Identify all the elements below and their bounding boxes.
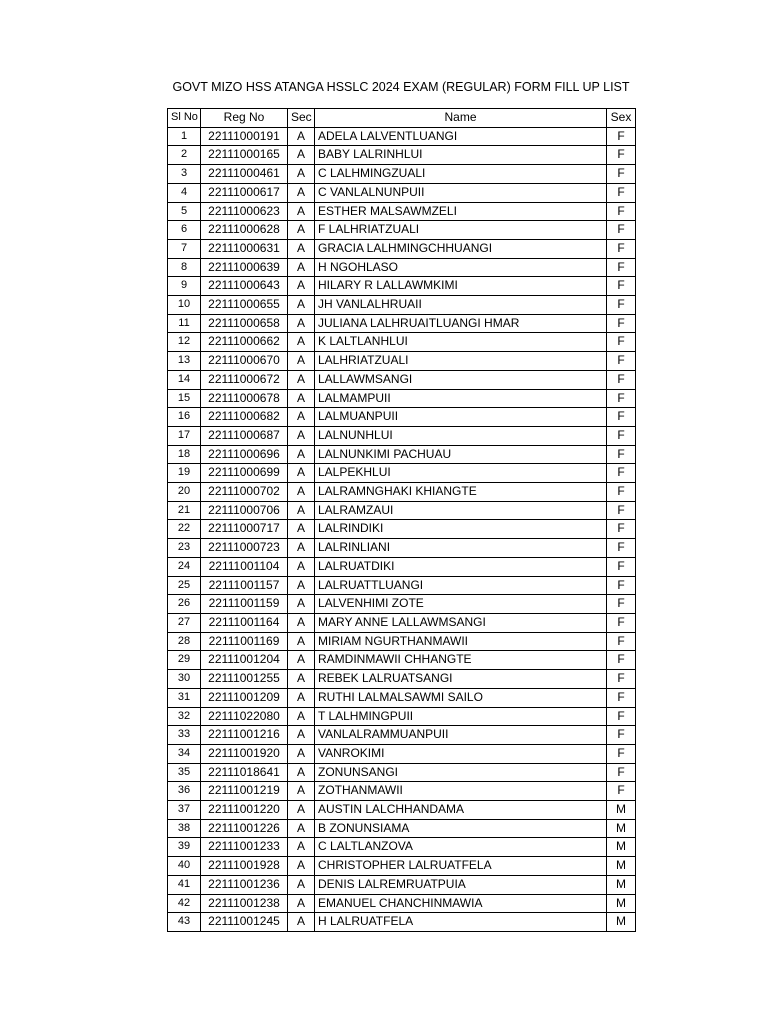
cell-sex: F [607,613,636,632]
cell-sex: F [607,426,636,445]
cell-sl-no: 43 [168,913,201,932]
column-header-sex: Sex [607,109,636,128]
cell-reg-no: 22111000662 [201,333,288,352]
table-row [168,763,636,782]
table-row [168,557,636,576]
cell-reg-no: 22111000658 [201,314,288,333]
cell-name: K LALTLANHLUI [315,333,607,352]
cell-sex: M [607,875,636,894]
cell-sec: A [288,763,315,782]
cell-sl-no: 24 [168,557,201,576]
table-row [168,258,636,277]
cell-name: C VANLALNUNPUII [315,183,607,202]
cell-reg-no: 22111000678 [201,389,288,408]
cell-reg-no: 22111000699 [201,464,288,483]
cell-sl-no: 4 [168,183,201,202]
table-row [168,277,636,296]
cell-name: HILARY R LALLAWMKIMI [315,277,607,296]
table-header-row [168,109,636,128]
cell-reg-no: 22111001159 [201,595,288,614]
cell-sl-no: 14 [168,370,201,389]
cell-sl-no: 12 [168,333,201,352]
cell-reg-no: 22111000617 [201,183,288,202]
cell-reg-no: 22111000696 [201,445,288,464]
cell-reg-no: 22111018641 [201,763,288,782]
cell-sl-no: 1 [168,127,201,146]
cell-sec: A [288,670,315,689]
cell-reg-no: 22111001209 [201,688,288,707]
table-row [168,670,636,689]
table-row [168,370,636,389]
cell-name: AUSTIN LALCHHANDAMA [315,801,607,820]
table-row [168,221,636,240]
cell-reg-no: 22111001920 [201,744,288,763]
cell-reg-no: 22111001204 [201,651,288,670]
cell-name: LALMAMPUII [315,389,607,408]
cell-sex: F [607,782,636,801]
cell-sl-no: 36 [168,782,201,801]
cell-sl-no: 2 [168,146,201,165]
cell-sex: F [607,202,636,221]
cell-sex: F [607,520,636,539]
cell-name: ESTHER MALSAWMZELI [315,202,607,221]
cell-sex: M [607,857,636,876]
cell-name: LALNUNHLUI [315,426,607,445]
cell-sl-no: 31 [168,688,201,707]
table-row [168,913,636,932]
table-row [168,688,636,707]
cell-sl-no: 33 [168,726,201,745]
cell-sex: M [607,894,636,913]
cell-sl-no: 23 [168,539,201,558]
cell-reg-no: 22111001245 [201,913,288,932]
cell-name: VANLALRAMMUANPUII [315,726,607,745]
cell-sl-no: 18 [168,445,201,464]
cell-sec: A [288,894,315,913]
cell-sl-no: 7 [168,239,201,258]
table-row [168,726,636,745]
table-row [168,352,636,371]
cell-name: LALPEKHLUI [315,464,607,483]
cell-sex: F [607,576,636,595]
cell-sec: A [288,277,315,296]
cell-reg-no: 22111000191 [201,127,288,146]
cell-name: VANROKIMI [315,744,607,763]
cell-sl-no: 20 [168,483,201,502]
cell-sl-no: 35 [168,763,201,782]
table-row [168,389,636,408]
cell-name: MARY ANNE LALLAWMSANGI [315,613,607,632]
cell-reg-no: 22111000631 [201,239,288,258]
cell-sec: A [288,202,315,221]
cell-sec: A [288,221,315,240]
cell-sex: F [607,688,636,707]
cell-reg-no: 22111001236 [201,875,288,894]
table-row [168,782,636,801]
cell-sex: F [607,726,636,745]
cell-name: LALNUNKIMI PACHUAU [315,445,607,464]
cell-sec: A [288,127,315,146]
cell-name: LALRUATTLUANGI [315,576,607,595]
cell-sex: F [607,389,636,408]
table-row [168,744,636,763]
table-row [168,127,636,146]
cell-sec: A [288,258,315,277]
cell-sl-no: 8 [168,258,201,277]
table-row [168,314,636,333]
cell-sex: F [607,146,636,165]
table-row [168,707,636,726]
cell-name: F LALHRIATZUALI [315,221,607,240]
cell-sl-no: 19 [168,464,201,483]
cell-reg-no: 22111001157 [201,576,288,595]
cell-sec: A [288,333,315,352]
cell-name: ZONUNSANGI [315,763,607,782]
cell-name: CHRISTOPHER LALRUATFELA [315,857,607,876]
cell-sex: F [607,352,636,371]
cell-reg-no: 22111001238 [201,894,288,913]
cell-sec: A [288,595,315,614]
cell-sec: A [288,408,315,427]
cell-sex: F [607,277,636,296]
table-row [168,202,636,221]
cell-sl-no: 39 [168,838,201,857]
cell-sec: A [288,913,315,932]
table-row [168,426,636,445]
table-row [168,894,636,913]
cell-sec: A [288,464,315,483]
cell-sex: F [607,763,636,782]
cell-sl-no: 11 [168,314,201,333]
table-row [168,333,636,352]
cell-sex: F [607,370,636,389]
table-row [168,857,636,876]
cell-sex: F [607,221,636,240]
cell-sl-no: 38 [168,819,201,838]
column-header-reg-no: Reg No [201,109,288,128]
cell-sex: F [607,632,636,651]
cell-sl-no: 22 [168,520,201,539]
column-header-sl-no: Sl No [168,109,201,128]
cell-sex: F [607,595,636,614]
cell-sl-no: 15 [168,389,201,408]
cell-sl-no: 40 [168,857,201,876]
cell-name: BABY LALRINHLUI [315,146,607,165]
cell-reg-no: 22111000628 [201,221,288,240]
cell-name: LALRINDIKI [315,520,607,539]
table-row [168,183,636,202]
cell-reg-no: 22111000723 [201,539,288,558]
cell-sec: A [288,352,315,371]
table-body [168,127,636,931]
cell-reg-no: 22111000706 [201,501,288,520]
cell-sec: A [288,239,315,258]
table-row [168,296,636,315]
column-header-sec: Sec [288,109,315,128]
cell-name: LALVENHIMI ZOTE [315,595,607,614]
cell-sl-no: 29 [168,651,201,670]
cell-name: LALRAMZAUI [315,501,607,520]
table-row [168,165,636,184]
cell-sex: M [607,819,636,838]
cell-name: JULIANA LALHRUAITLUANGI HMAR [315,314,607,333]
cell-sec: A [288,557,315,576]
cell-reg-no: 22111000717 [201,520,288,539]
table-row [168,501,636,520]
cell-reg-no: 22111000672 [201,370,288,389]
table-row [168,595,636,614]
cell-sex: F [607,258,636,277]
cell-sex: F [607,744,636,763]
cell-reg-no: 22111000682 [201,408,288,427]
cell-sl-no: 13 [168,352,201,371]
table-row [168,408,636,427]
cell-name: REBEK LALRUATSANGI [315,670,607,689]
cell-sl-no: 9 [168,277,201,296]
cell-name: LALLAWMSANGI [315,370,607,389]
table-row [168,801,636,820]
table-row [168,632,636,651]
cell-sl-no: 28 [168,632,201,651]
cell-sl-no: 25 [168,576,201,595]
cell-sec: A [288,165,315,184]
cell-sex: F [607,483,636,502]
cell-name: LALRAMNGHAKI KHIANGTE [315,483,607,502]
cell-name: EMANUEL CHANCHINMAWIA [315,894,607,913]
cell-sl-no: 21 [168,501,201,520]
cell-reg-no: 22111000461 [201,165,288,184]
cell-sec: A [288,576,315,595]
cell-sex: F [607,408,636,427]
cell-sec: A [288,707,315,726]
cell-sex: F [607,314,636,333]
cell-name: LALRINLIANI [315,539,607,558]
cell-sl-no: 34 [168,744,201,763]
cell-sec: A [288,819,315,838]
cell-sex: F [607,445,636,464]
cell-sex: F [607,501,636,520]
cell-sec: A [288,651,315,670]
cell-name: RUTHI LALMALSAWMI SAILO [315,688,607,707]
cell-reg-no: 22111001220 [201,801,288,820]
cell-sl-no: 26 [168,595,201,614]
cell-reg-no: 22111000643 [201,277,288,296]
cell-sec: A [288,632,315,651]
table-row [168,464,636,483]
cell-sec: A [288,483,315,502]
table-row [168,239,636,258]
cell-name: ADELA LALVENTLUANGI [315,127,607,146]
table-row [168,838,636,857]
cell-sex: F [607,333,636,352]
cell-sec: A [288,445,315,464]
cell-sec: A [288,296,315,315]
table-row [168,539,636,558]
cell-sec: A [288,801,315,820]
cell-sex: F [607,539,636,558]
cell-sex: F [607,707,636,726]
cell-sl-no: 30 [168,670,201,689]
cell-reg-no: 22111001164 [201,613,288,632]
cell-name: H LALRUATFELA [315,913,607,932]
cell-sex: F [607,165,636,184]
cell-name: ZOTHANMAWII [315,782,607,801]
cell-sex: F [607,127,636,146]
cell-reg-no: 22111000655 [201,296,288,315]
cell-name: DENIS LALREMRUATPUIA [315,875,607,894]
cell-sec: A [288,426,315,445]
cell-sec: A [288,501,315,520]
cell-reg-no: 22111001216 [201,726,288,745]
cell-sex: F [607,239,636,258]
cell-sl-no: 16 [168,408,201,427]
cell-reg-no: 22111001233 [201,838,288,857]
page-title: GOVT MIZO HSS ATANGA HSSLC 2024 EXAM (REGULAR) FORM FILL UP LIST [172,80,630,94]
cell-sl-no: 3 [168,165,201,184]
cell-name: RAMDINMAWII CHHANGTE [315,651,607,670]
cell-sl-no: 32 [168,707,201,726]
cell-sec: A [288,314,315,333]
cell-sex: F [607,651,636,670]
cell-sec: A [288,838,315,857]
cell-reg-no: 22111000687 [201,426,288,445]
cell-sec: A [288,183,315,202]
cell-sec: A [288,875,315,894]
cell-sex: M [607,838,636,857]
cell-name: GRACIA LALHMINGCHHUANGI [315,239,607,258]
cell-reg-no: 22111000165 [201,146,288,165]
cell-sex: F [607,183,636,202]
cell-name: T LALHMINGPUII [315,707,607,726]
table-row [168,445,636,464]
table-row [168,875,636,894]
cell-sec: A [288,146,315,165]
cell-reg-no: 22111000623 [201,202,288,221]
cell-sex: F [607,296,636,315]
table-row [168,819,636,838]
cell-name: H NGOHLASO [315,258,607,277]
cell-reg-no: 22111000639 [201,258,288,277]
cell-sl-no: 17 [168,426,201,445]
cell-sex: M [607,913,636,932]
table-row [168,483,636,502]
cell-sl-no: 42 [168,894,201,913]
cell-name: C LALTLANZOVA [315,838,607,857]
cell-name: JH VANLALHRUAII [315,296,607,315]
table-row [168,613,636,632]
cell-sl-no: 27 [168,613,201,632]
cell-sec: A [288,688,315,707]
cell-name: B ZONUNSIAMA [315,819,607,838]
cell-reg-no: 22111001219 [201,782,288,801]
cell-name: LALRUATDIKI [315,557,607,576]
cell-reg-no: 22111022080 [201,707,288,726]
cell-sl-no: 6 [168,221,201,240]
cell-reg-no: 22111001104 [201,557,288,576]
cell-sec: A [288,857,315,876]
table-row [168,520,636,539]
table-row [168,146,636,165]
cell-sl-no: 10 [168,296,201,315]
cell-sec: A [288,744,315,763]
cell-name: LALHRIATZUALI [315,352,607,371]
form-fill-up-table [167,108,636,932]
cell-reg-no: 22111000670 [201,352,288,371]
cell-sec: A [288,389,315,408]
cell-sex: M [607,801,636,820]
cell-reg-no: 22111001226 [201,819,288,838]
cell-sec: A [288,520,315,539]
cell-sl-no: 41 [168,875,201,894]
cell-name: C LALHMINGZUALI [315,165,607,184]
cell-sex: F [607,464,636,483]
column-header-name: Name [315,109,607,128]
cell-reg-no: 22111001928 [201,857,288,876]
cell-sec: A [288,370,315,389]
cell-reg-no: 22111000702 [201,483,288,502]
cell-reg-no: 22111001255 [201,670,288,689]
cell-sex: F [607,670,636,689]
cell-sec: A [288,726,315,745]
cell-reg-no: 22111001169 [201,632,288,651]
table-row [168,651,636,670]
cell-name: LALMUANPUII [315,408,607,427]
cell-sex: F [607,557,636,576]
cell-sl-no: 5 [168,202,201,221]
cell-sec: A [288,782,315,801]
table-row [168,576,636,595]
cell-sec: A [288,539,315,558]
cell-sl-no: 37 [168,801,201,820]
cell-name: MIRIAM NGURTHANMAWII [315,632,607,651]
cell-sec: A [288,613,315,632]
